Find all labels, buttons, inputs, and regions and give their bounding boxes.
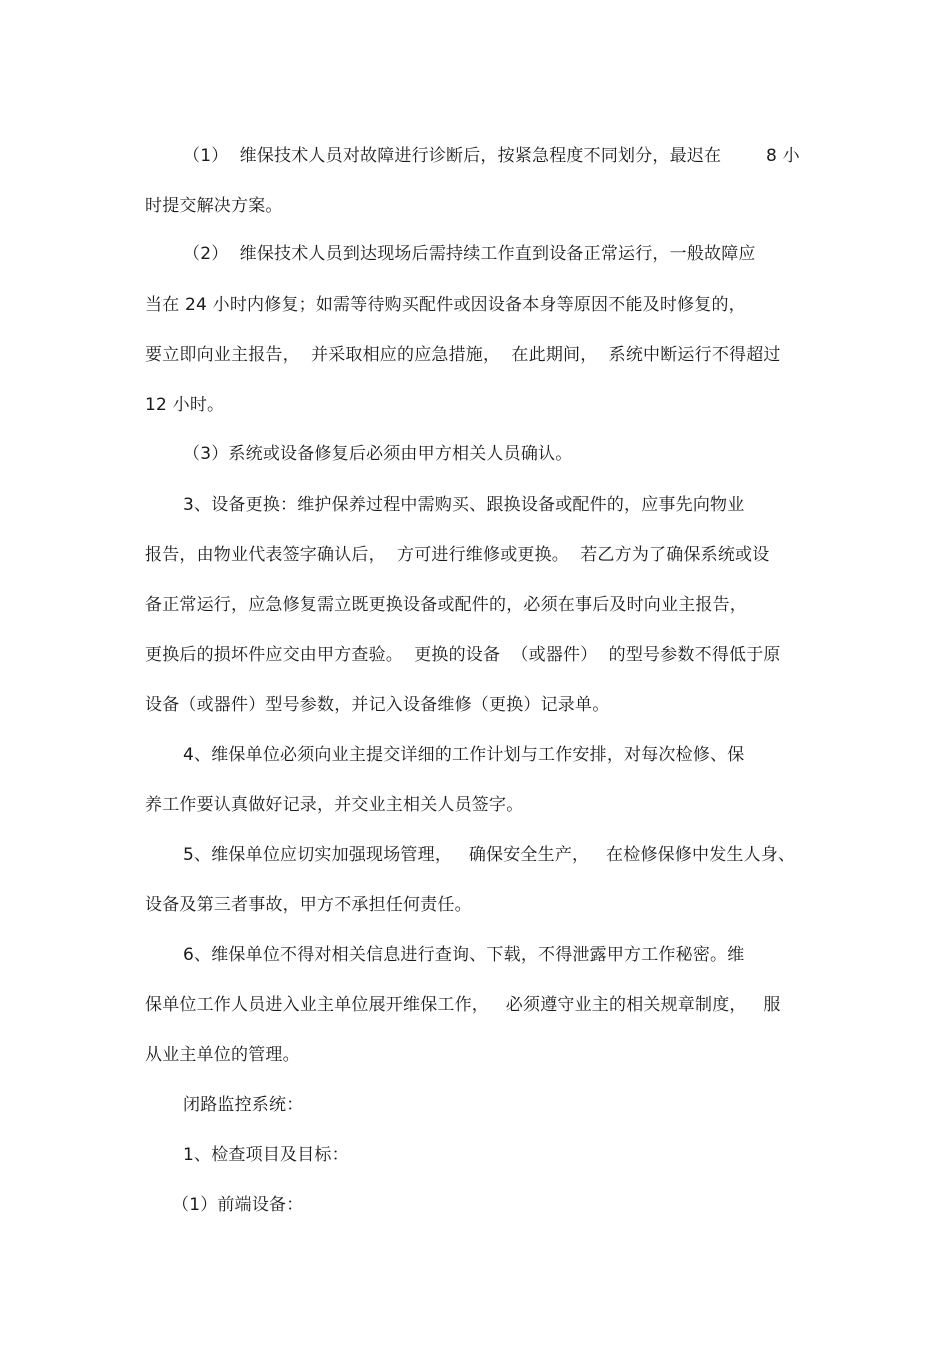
text-line: （1） 维保技术人员对故障进行诊断后，按紧急程度不同划分，最迟在 8 小	[183, 146, 800, 166]
section-heading: 闭路监控系统：	[183, 1095, 304, 1115]
text-line: 4、维保单位必须向业主提交详细的工作计划与工作安排，对每次检修、保	[183, 745, 745, 765]
text-line: 从业主单位的管理。	[145, 1045, 300, 1065]
text-line: 要立即向业主报告， 并采取相应的应急措施， 在此期间， 系统中断运行不得超过	[145, 345, 781, 365]
text-line: （2） 维保技术人员到达现场后需持续工作直到设备正常运行，一般故障应	[183, 244, 756, 264]
text-line: 更换后的损坏件应交由甲方查验。 更换的设备 （或器件） 的型号参数不得低于原	[145, 645, 781, 665]
text-line: 12 小时。	[145, 395, 225, 415]
text-line: 保单位工作人员进入业主单位展开维保工作， 必须遵守业主的相关规章制度， 服	[145, 995, 781, 1015]
text-line: 备正常运行，应急修复需立既更换设备或配件的，必须在事后及时向业主报告，	[145, 595, 747, 615]
text-line: 养工作要认真做好记录，并交业主相关人员签字。	[145, 795, 524, 815]
text-line: 6、维保单位不得对相关信息进行查询、下载，不得泄露甲方工作秘密。维	[183, 945, 745, 965]
text-line: 5、维保单位应切实加强现场管理， 确保安全生产， 在检修保修中发生人身、	[183, 845, 796, 865]
text-line: 当在 24 小时内修复；如需等待购买配件或因设备本身等原因不能及时修复的，	[145, 295, 746, 315]
text-line: 3、设备更换：维护保养过程中需购买、跟换设备或配件的，应事先向物业	[183, 495, 745, 515]
text-line: 设备及第三者事故，甲方不承担任何责任。	[145, 895, 472, 915]
text-line: （3）系统或设备修复后必须由甲方相关人员确认。	[183, 444, 573, 464]
item-heading: （1）前端设备：	[172, 1195, 304, 1215]
text-line: 时提交解决方案。	[145, 196, 283, 216]
text-line: 报告，由物业代表签字确认后， 方可进行维修或更换。 若乙方为了确保系统或设	[145, 545, 770, 565]
text-line: 设备（或器件）型号参数，并记入设备维修（更换）记录单。	[145, 695, 610, 715]
subsection-heading: 1、检查项目及目标：	[183, 1145, 349, 1165]
